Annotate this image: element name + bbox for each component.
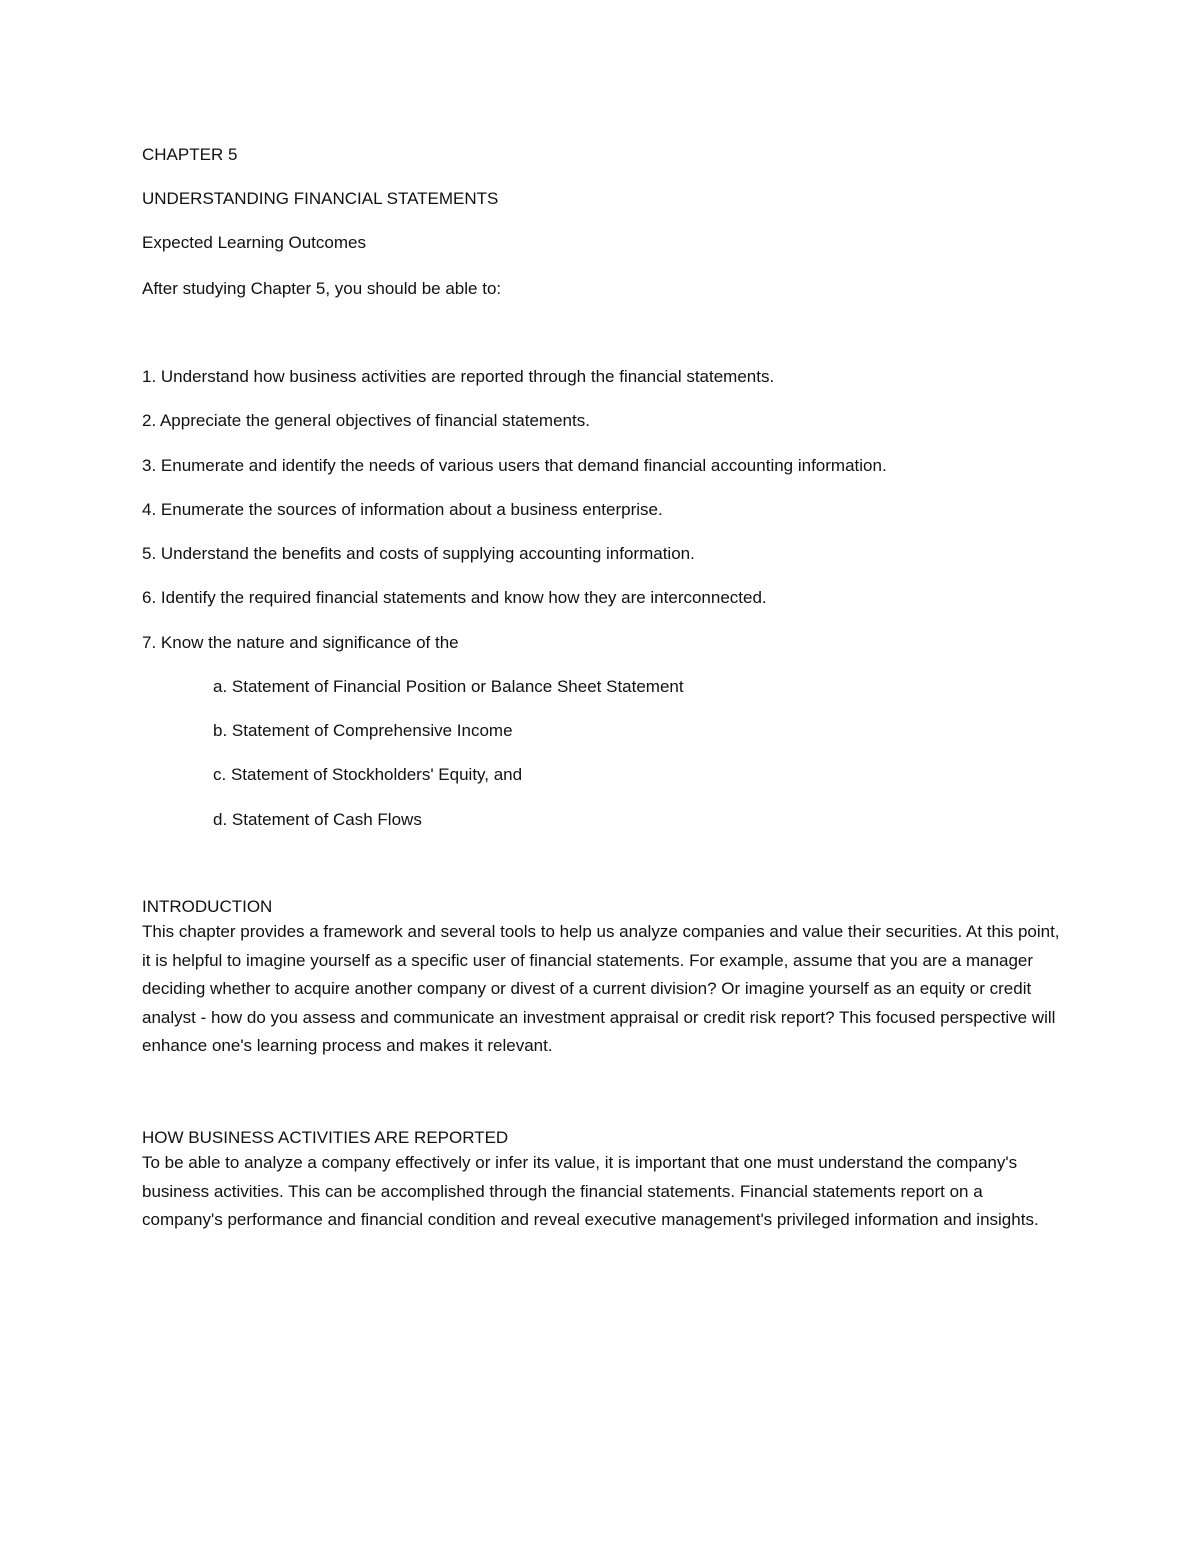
document-content (142, 144, 1062, 1235)
outcomes-heading: Expected Learning Outcomes (142, 233, 366, 252)
outcome-item-1: 1. Understand how business activities are reported through the financial statements. (142, 367, 775, 386)
introduction-paragraph: This chapter provides a framework and several tools to help us analyze companies and value their securities. At this point, it is helpful to imagine yourself as a specific user of financial statements. For example, assume that you are a manager deciding whether to acquire another company or divest of a current division? Or imagine yourself as an equity or credit analyst - how do you assess and communicate an investment appraisal or credit risk report? This focused perspective will enhance one's learning process and makes it relevant. (142, 922, 1060, 1056)
outcome-item-6: 6. Identify the required financial statements and know how they are interconnected. (142, 588, 767, 607)
outcome-item-2: 2. Appreciate the general objectives of financial statements. (142, 411, 590, 430)
outcome-item-4: 4. Enumerate the sources of information about a business enterprise. (142, 500, 663, 519)
outcomes-intro: After studying Chapter 5, you should be able to: (142, 279, 502, 298)
sub-outcome-c: c. Statement of Stockholders' Equity, and (213, 765, 523, 784)
sub-outcome-d: d. Statement of Cash Flows (213, 810, 422, 829)
outcome-item-7: 7. Know the nature and significance of the (142, 633, 459, 652)
sub-outcome-a: a. Statement of Financial Position or Balance Sheet Statement (213, 677, 684, 696)
introduction-heading: INTRODUCTION (142, 897, 273, 916)
outcome-item-3: 3. Enumerate and identify the needs of various users that demand financial accounting information. (142, 456, 887, 475)
business-activities-paragraph: To be able to analyze a company effectively or infer its value, it is important that one must understand the company's business activities. This can be accomplished through the financial statements. Financial statements report on a company's performance and financial condition and reveal executive management's privileged information and insights. (142, 1152, 1039, 1230)
sub-outcome-b: b. Statement of Comprehensive Income (213, 721, 513, 740)
business-activities-heading: HOW BUSINESS ACTIVITIES ARE REPORTED (142, 1127, 509, 1147)
chapter-title: UNDERSTANDING FINANCIAL STATEMENTS (142, 189, 499, 208)
outcome-item-5: 5. Understand the benefits and costs of supplying accounting information. (142, 544, 695, 563)
chapter-label: CHAPTER 5 (142, 145, 238, 164)
